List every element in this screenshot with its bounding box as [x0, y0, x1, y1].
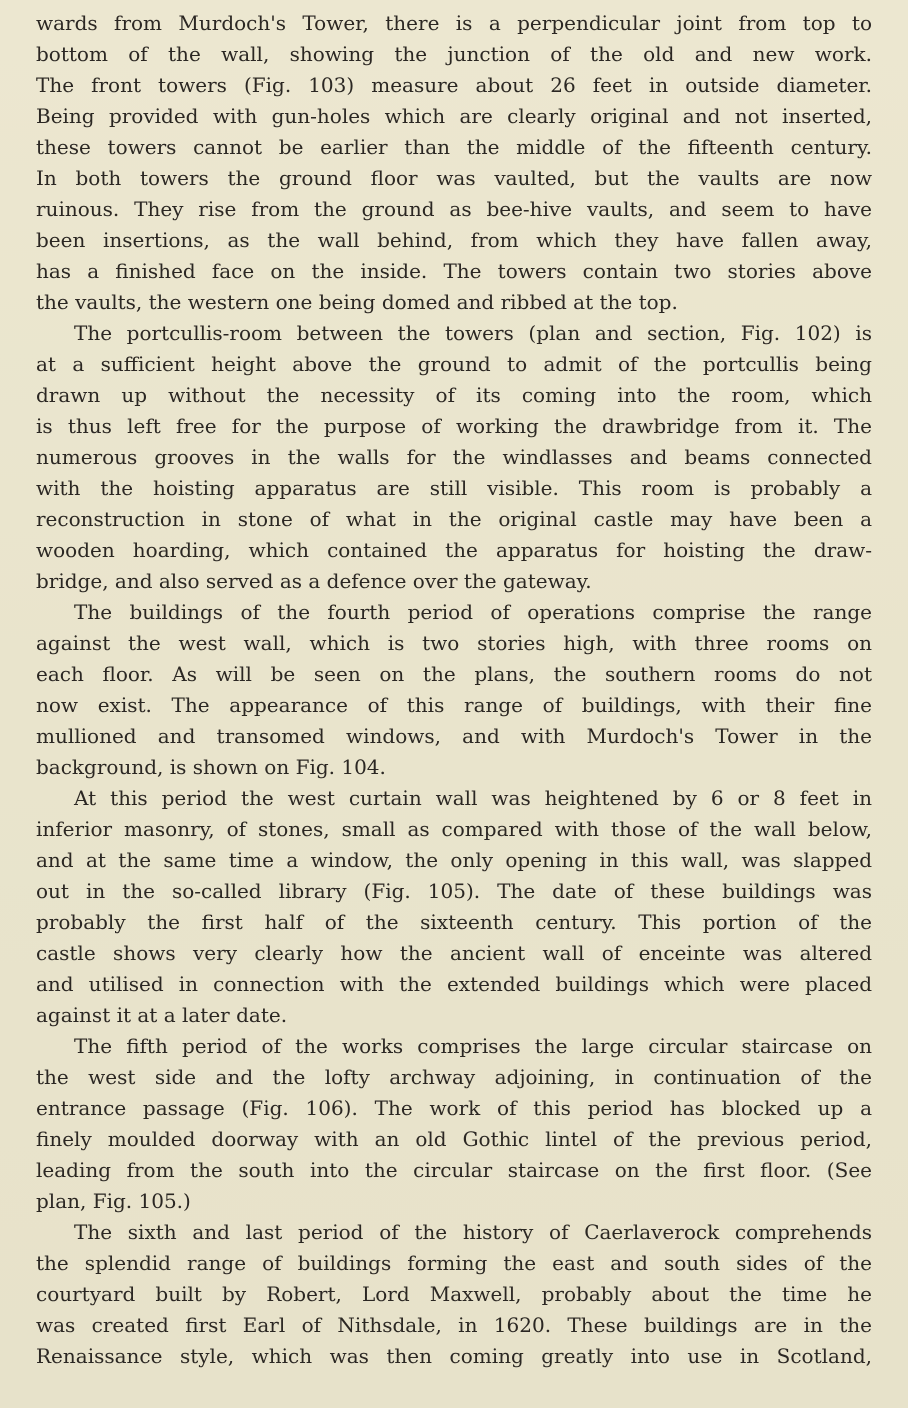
text-line: In both towers the ground floor was vaulted, but the vaults are now: [36, 166, 872, 190]
text-line: bridge, and also served as a defence over the gateway.: [36, 569, 592, 593]
text-line: against the west wall, which is two stories high, with three rooms on: [36, 631, 872, 655]
text-line: inferior masonry, of stones, small as compared with those of the wall below,: [36, 817, 872, 841]
text-line: out in the so-called library (Fig. 105). The date of these buildings was: [36, 879, 872, 903]
text-line: castle shows very clearly how the ancient wall of enceinte was altered: [36, 941, 872, 965]
text-line: finely moulded doorway with an old Gothic lintel of the previous period,: [36, 1127, 872, 1151]
text-line: against it at a later date.: [36, 1003, 288, 1027]
text-line: now exist. The appearance of this range of buildings, with their fine: [36, 693, 872, 717]
text-line: reconstruction in stone of what in the original castle may have been a: [36, 507, 872, 531]
text-line: Renaissance style, which was then coming greatly into use in Scotland,: [36, 1344, 872, 1368]
text-line: drawn up without the necessity of its coming into the room, which: [36, 383, 872, 407]
text-line: been insertions, as the wall behind, from which they have fallen away,: [36, 228, 872, 252]
text-line: leading from the south into the circular staircase on the first floor. (See: [36, 1158, 872, 1182]
paragraph-first-line: The buildings of the fourth period of operations comprise the range: [74, 600, 872, 624]
body-text: [36, 8, 872, 1372]
text-line: each floor. As will be seen on the plans, the southern rooms do not: [36, 662, 872, 686]
text-line: was created first Earl of Nithsdale, in 1620. These buildings are in the: [36, 1313, 872, 1337]
text-line: with the hoisting apparatus are still visible. This room is probably a: [36, 476, 872, 500]
text-line: Being provided with gun-holes which are clearly original and not inserted,: [36, 104, 872, 128]
text-line: at a sufficient height above the ground to admit of the portcullis being: [36, 352, 872, 376]
text-line: bottom of the wall, showing the junction of the old and new work.: [36, 42, 872, 66]
text-line: The front towers (Fig. 103) measure about 26 feet in outside diameter.: [36, 73, 872, 97]
text-line: ruinous. They rise from the ground as bee-hive vaults, and seem to have: [36, 197, 872, 221]
text-line: and utilised in connection with the extended buildings which were placed: [36, 972, 872, 996]
paragraph-first-line: At this period the west curtain wall was heightened by 6 or 8 feet in: [74, 786, 872, 810]
text-line: wooden hoarding, which contained the apparatus for hoisting the draw-: [36, 538, 872, 562]
text-line: background, is shown on Fig. 104.: [36, 755, 386, 779]
text-line: numerous grooves in the walls for the windlasses and beams connected: [36, 445, 872, 469]
text-line: these towers cannot be earlier than the middle of the fifteenth century.: [36, 135, 872, 159]
text-line: the splendid range of buildings forming the east and south sides of the: [36, 1251, 872, 1275]
paragraph-first-line: The sixth and last period of the history of Caerlaverock comprehends: [74, 1220, 872, 1244]
text-line: the west side and the lofty archway adjoining, in continuation of the: [36, 1065, 872, 1089]
text-line: mullioned and transomed windows, and with Murdoch's Tower in the: [36, 724, 872, 748]
text-line: has a finished face on the inside. The towers contain two stories above: [36, 259, 872, 283]
text-line: the vaults, the western one being domed and ribbed at the top.: [36, 290, 678, 314]
text-line: plan, Fig. 105.): [36, 1189, 191, 1213]
text-line: wards from Murdoch's Tower, there is a perpendicular joint from top to: [36, 11, 872, 35]
text-line: and at the same time a window, the only opening in this wall, was slapped: [36, 848, 872, 872]
paragraph-first-line: The portcullis-room between the towers (plan and section, Fig. 102) is: [74, 321, 872, 345]
text-line: entrance passage (Fig. 106). The work of this period has blocked up a: [36, 1096, 872, 1120]
paragraph-first-line: The fifth period of the works comprises the large circular staircase on: [74, 1034, 872, 1058]
text-line: is thus left free for the purpose of working the drawbridge from it. The: [36, 414, 872, 438]
text-line: probably the first half of the sixteenth century. This portion of the: [36, 910, 872, 934]
text-line: courtyard built by Robert, Lord Maxwell, probably about the time he: [36, 1282, 872, 1306]
